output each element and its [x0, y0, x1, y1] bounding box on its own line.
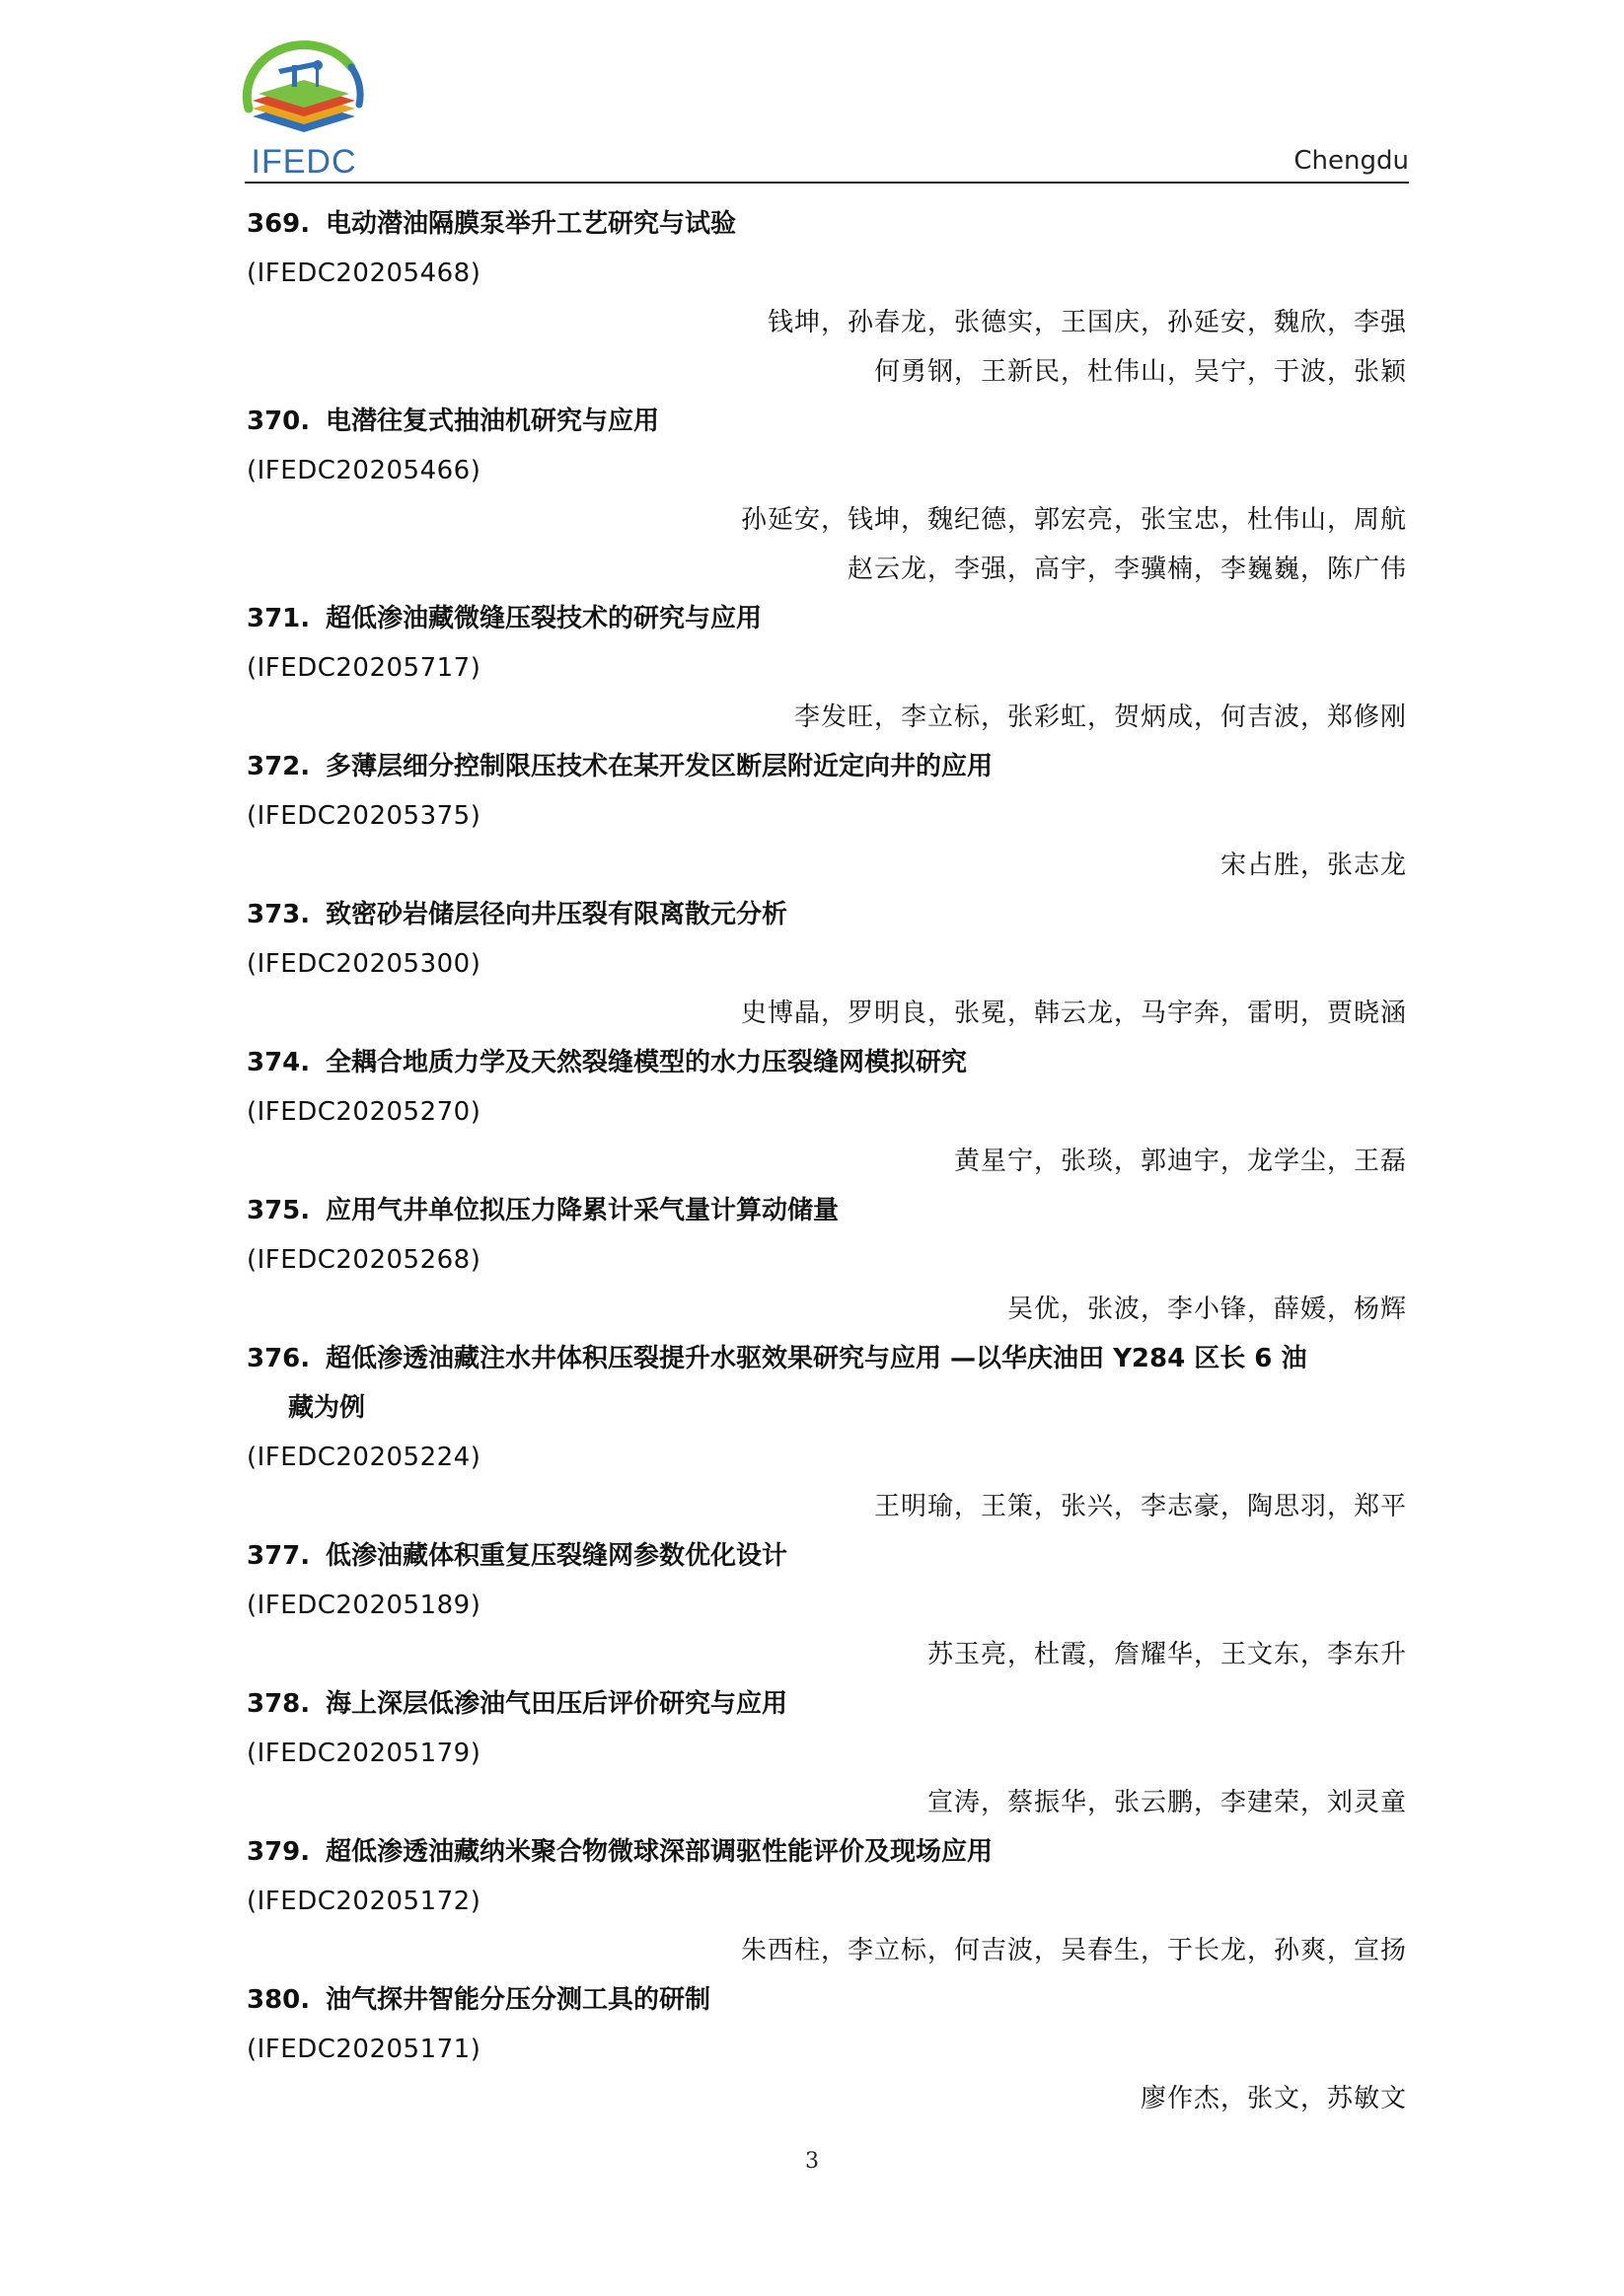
logo-graphic [235, 39, 373, 148]
paper-title: 致密砂岩储层径向井压裂有限离散元分析 [326, 900, 788, 929]
paper-number: 378. [247, 1689, 311, 1719]
paper-number: 374. [247, 1048, 311, 1077]
paper-code: (IFEDC20205270) [247, 1097, 481, 1127]
header-rule [245, 182, 1409, 184]
paper-number: 380. [247, 1985, 311, 2015]
paper-authors: 宣涛，蔡振华，张云鹏，李建荣，刘灵童 [926, 1788, 1407, 1817]
paper-title: 油气探井智能分压分测工具的研制 [326, 1985, 711, 2015]
paper-title-line [247, 890, 1407, 939]
paper-title-line [247, 397, 1407, 446]
paper-authors: 王明瑜，王策，张兴，李志豪，陶思羽，郑平 [873, 1492, 1407, 1521]
paper-code: (IFEDC20205172) [247, 1887, 481, 1916]
paper-code: (IFEDC20205300) [247, 949, 481, 979]
paper-authors: 钱坤，孙春龙，张德实，王国庆，孙延安，魏欣，李强 [767, 308, 1407, 337]
paper-title-line [247, 1679, 1407, 1729]
paper-title: 超低渗透油藏注水井体积压裂提升水驱效果研究与应用 —以华庆油田 Y284 区长 6 油 [326, 1344, 1307, 1373]
paper-number: 372. [247, 752, 311, 781]
paper-number: 369. [247, 209, 311, 239]
paper-title: 低渗油藏体积重复压裂缝网参数优化设计 [326, 1541, 788, 1571]
paper-authors: 孙延安，钱坤，魏纪德，郭宏亮，张宝忠，杜伟山，周航 [740, 505, 1407, 535]
paper-entry [247, 1038, 1407, 1186]
paper-number: 379. [247, 1837, 311, 1867]
ifedc-logo [235, 39, 373, 183]
paper-title: 超低渗油藏微缝压裂技术的研究与应用 [326, 604, 763, 633]
paper-title: 多薄层细分控制限压技术在某开发区断层附近定向井的应用 [326, 752, 994, 781]
paper-authors: 赵云龙，李强，高宇，李骥楠，李巍巍，陈广伟 [847, 555, 1407, 584]
page-header [0, 0, 1624, 187]
paper-authors: 黄星宁，张琰，郭迪宇，龙学尘，王磊 [953, 1147, 1407, 1176]
paper-title-continuation: 藏为例 [288, 1393, 366, 1423]
paper-authors: 苏玉亮，杜霞，詹耀华，王文东，李东升 [926, 1640, 1407, 1669]
paper-entry [247, 890, 1407, 1038]
paper-title-line [247, 1334, 1407, 1383]
paper-number: 376. [247, 1344, 311, 1373]
paper-authors: 朱西柱，李立标，何吉波，吴春生，于长龙，孙爽，宣扬 [740, 1936, 1407, 1965]
paper-title: 电潜往复式抽油机研究与应用 [326, 407, 660, 436]
paper-number: 370. [247, 407, 311, 436]
paper-entry [247, 1827, 1407, 1975]
paper-number: 377. [247, 1541, 311, 1571]
paper-number: 371. [247, 604, 311, 633]
paper-code: (IFEDC20205224) [247, 1443, 481, 1472]
paper-number: 373. [247, 900, 311, 929]
paper-code: (IFEDC20205189) [247, 1591, 481, 1620]
paper-entry [247, 1334, 1407, 1531]
paper-title-line [247, 1038, 1407, 1087]
paper-title-line [247, 1975, 1407, 2025]
paper-entry [247, 594, 1407, 742]
logo-text: IFEDC [251, 143, 357, 181]
paper-authors: 何勇钢，王新民，杜伟山，吴宁，于波，张颖 [873, 357, 1407, 387]
paper-title-line [247, 199, 1407, 249]
paper-title: 海上深层低渗油气田压后评价研究与应用 [326, 1689, 788, 1719]
paper-entry [247, 199, 1407, 397]
paper-entry [247, 1975, 1407, 2123]
paper-title-line [247, 594, 1407, 643]
paper-title: 全耦合地质力学及天然裂缝模型的水力压裂缝网模拟研究 [326, 1048, 968, 1077]
paper-title-line [247, 1827, 1407, 1877]
paper-title: 应用气井单位拟压力降累计采气量计算动储量 [326, 1196, 840, 1225]
paper-authors: 李发旺，李立标，张彩虹，贺炳成，何吉波，郑修刚 [793, 703, 1407, 732]
paper-code: (IFEDC20205268) [247, 1245, 481, 1275]
paper-authors: 吴优，张波，李小锋，薛媛，杨辉 [1006, 1295, 1407, 1324]
paper-code: (IFEDC20205466) [247, 456, 481, 485]
paper-entry [247, 397, 1407, 594]
paper-authors: 廖作杰，张文，苏敏文 [1140, 2084, 1407, 2113]
paper-code: (IFEDC20205375) [247, 801, 481, 831]
header-city: Chengdu [1293, 146, 1409, 176]
paper-title: 超低渗透油藏纳米聚合物微球深部调驱性能评价及现场应用 [326, 1837, 994, 1867]
paper-authors: 宋占胜，张志龙 [1219, 851, 1407, 880]
paper-list [247, 199, 1407, 2123]
paper-code: (IFEDC20205179) [247, 1739, 481, 1768]
paper-code: (IFEDC20205717) [247, 653, 481, 683]
paper-code: (IFEDC20205171) [247, 2035, 481, 2064]
paper-entry [247, 1186, 1407, 1334]
paper-authors: 史博晶，罗明良，张冕，韩云龙，马宇奔，雷明，贾晓涵 [740, 999, 1407, 1028]
paper-entry [247, 1679, 1407, 1827]
paper-title: 电动潜油隔膜泵举升工艺研究与试验 [326, 209, 737, 239]
page-number: 3 [805, 2149, 819, 2174]
paper-code: (IFEDC20205468) [247, 259, 481, 288]
paper-title-line [247, 1531, 1407, 1581]
paper-entry [247, 1531, 1407, 1679]
paper-title-line [247, 742, 1407, 791]
paper-number: 375. [247, 1196, 311, 1225]
paper-title-line [247, 1186, 1407, 1235]
paper-entry [247, 742, 1407, 890]
